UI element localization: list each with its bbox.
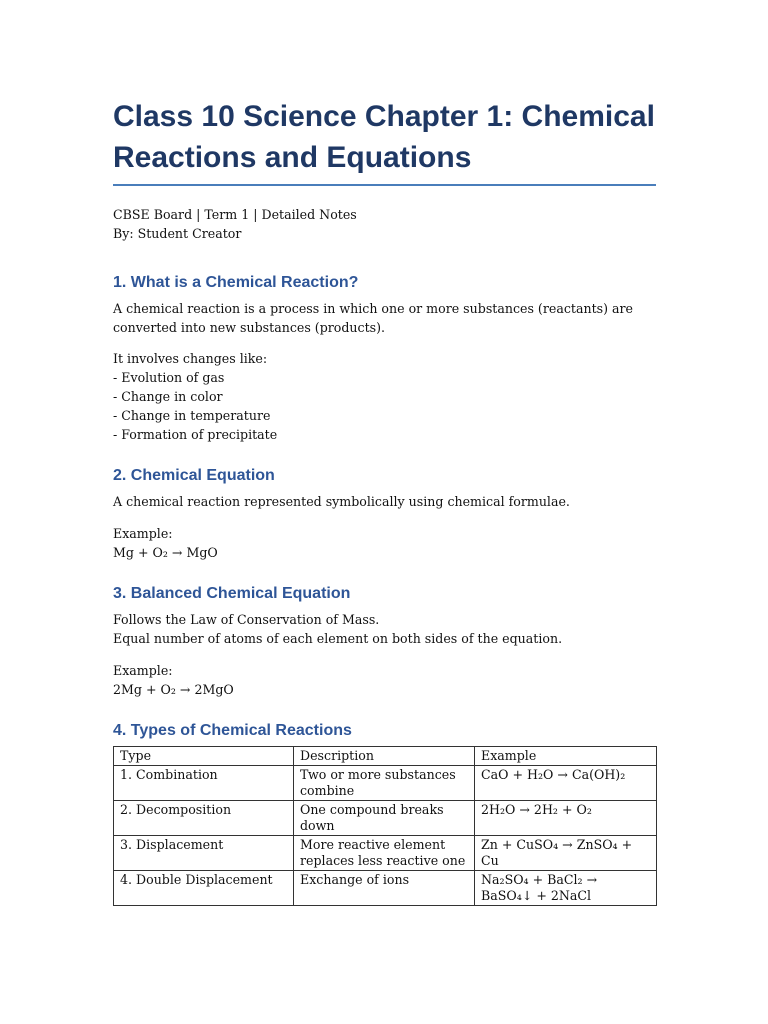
section-2-example-label: Example: bbox=[113, 526, 173, 541]
section-2-example: Mg + O₂ → MgO bbox=[113, 545, 218, 560]
table-cell: 2. Decomposition bbox=[114, 801, 294, 836]
section-3-heading: 3. Balanced Chemical Equation bbox=[113, 585, 351, 602]
section-2-paragraph: A chemical reaction represented symbolically using chemical formulae. bbox=[113, 494, 570, 509]
column-header-type: Type bbox=[114, 747, 294, 766]
section-balanced-equation bbox=[113, 584, 656, 699]
section-3-line-2: Equal number of atoms of each element on both sides of the equation. bbox=[113, 631, 563, 646]
table-cell: Two or more substances combine bbox=[294, 766, 475, 801]
section-2-heading: 2. Chemical Equation bbox=[113, 467, 275, 484]
column-header-description: Description bbox=[294, 747, 475, 766]
table-row bbox=[114, 766, 657, 801]
section-1-paragraph: A chemical reaction is a process in which one or more substances (reactants) are converted into new substances (products). bbox=[113, 301, 633, 335]
changes-list bbox=[113, 368, 656, 444]
list-item: - Change in color bbox=[113, 389, 223, 404]
section-4-heading: 4. Types of Chemical Reactions bbox=[113, 722, 352, 739]
section-3-example: 2Mg + O₂ → 2MgO bbox=[113, 682, 234, 697]
document-title: Class 10 Science Chapter 1: Chemical Reactions and Equations bbox=[113, 96, 656, 186]
table-cell: Exchange of ions bbox=[294, 871, 475, 906]
reaction-types-table bbox=[113, 746, 657, 906]
document-meta bbox=[113, 205, 656, 243]
section-1-heading: 1. What is a Chemical Reaction? bbox=[113, 274, 359, 291]
table-cell: 3. Displacement bbox=[114, 836, 294, 871]
table-row bbox=[114, 801, 657, 836]
document-body bbox=[113, 96, 656, 906]
table-cell: One compound breaks down bbox=[294, 801, 475, 836]
table-cell: Zn + CuSO₄ → ZnSO₄ + Cu bbox=[475, 836, 657, 871]
table-cell: More reactive element replaces less reactive one bbox=[294, 836, 475, 871]
section-chemical-reaction bbox=[113, 273, 656, 444]
list-item: - Change in temperature bbox=[113, 408, 271, 423]
meta-author-line: By: Student Creator bbox=[113, 226, 242, 241]
table-row bbox=[114, 871, 657, 906]
table-cell: 4. Double Displacement bbox=[114, 871, 294, 906]
table-cell: Na₂SO₄ + BaCl₂ → BaSO₄↓ + 2NaCl bbox=[475, 871, 657, 906]
table-cell: CaO + H₂O → Ca(OH)₂ bbox=[475, 766, 657, 801]
list-item: - Evolution of gas bbox=[113, 370, 225, 385]
section-3-line-1: Follows the Law of Conservation of Mass. bbox=[113, 612, 380, 627]
section-3-example-label: Example: bbox=[113, 663, 173, 678]
section-reaction-types bbox=[113, 721, 656, 906]
table-cell: 2H₂O → 2H₂ + O₂ bbox=[475, 801, 657, 836]
section-1-intro: It involves changes like: bbox=[113, 351, 268, 366]
table-row bbox=[114, 836, 657, 871]
section-chemical-equation bbox=[113, 466, 656, 562]
table-cell: 1. Combination bbox=[114, 766, 294, 801]
list-item: - Formation of precipitate bbox=[113, 427, 278, 442]
table-header-row bbox=[114, 747, 657, 766]
meta-board-line: CBSE Board | Term 1 | Detailed Notes bbox=[113, 207, 357, 222]
column-header-example: Example bbox=[475, 747, 657, 766]
